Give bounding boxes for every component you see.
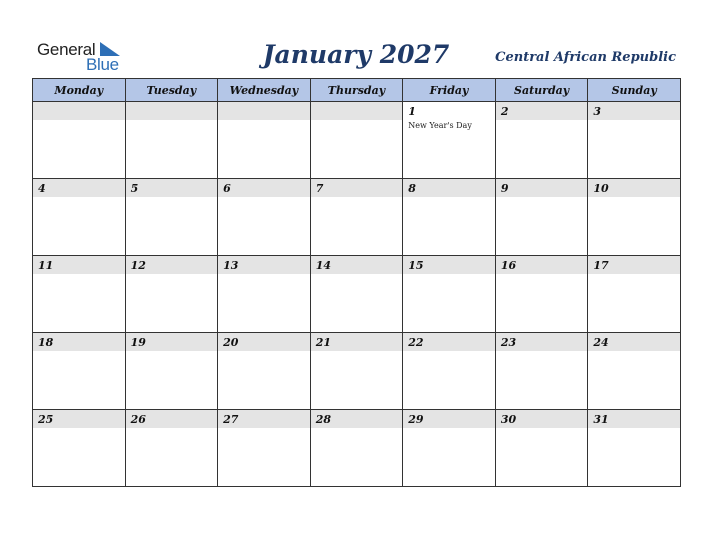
day-cell (403, 179, 496, 256)
week-row (33, 333, 681, 410)
day-number (126, 102, 218, 120)
day-cell (310, 102, 403, 179)
day-cell (218, 179, 311, 256)
day-cell (495, 333, 588, 410)
week-row (33, 102, 681, 179)
day-cell (33, 102, 126, 179)
day-number (33, 102, 125, 120)
weekday-header: Sunday (588, 79, 681, 102)
day-number: 14 (311, 256, 403, 274)
day-cell (403, 102, 496, 179)
day-number: 6 (218, 179, 310, 197)
logo-text-blue: Blue (86, 55, 119, 74)
day-number: 16 (496, 256, 588, 274)
day-cell (310, 410, 403, 487)
day-number: 3 (588, 102, 680, 120)
day-number: 21 (311, 333, 403, 351)
day-number: 25 (33, 410, 125, 428)
day-cell (218, 256, 311, 333)
day-number: 24 (588, 333, 680, 351)
day-number: 13 (218, 256, 310, 274)
logo-text-general: General (37, 40, 96, 59)
weekday-header: Thursday (310, 79, 403, 102)
day-cell (218, 102, 311, 179)
day-number: 18 (33, 333, 125, 351)
day-cell (218, 333, 311, 410)
day-cell (33, 179, 126, 256)
day-number: 1 (403, 102, 495, 120)
day-cell (495, 410, 588, 487)
day-number: 5 (126, 179, 218, 197)
day-cell (125, 333, 218, 410)
holiday-label: New Year's Day (408, 121, 472, 130)
weekday-header: Tuesday (125, 79, 218, 102)
day-number: 4 (33, 179, 125, 197)
weekday-header: Monday (33, 79, 126, 102)
day-number: 9 (496, 179, 588, 197)
day-cell (588, 256, 681, 333)
day-cell (403, 410, 496, 487)
day-number: 22 (403, 333, 495, 351)
day-cell (588, 410, 681, 487)
day-number: 27 (218, 410, 310, 428)
day-cell (403, 256, 496, 333)
day-cell (125, 102, 218, 179)
day-number: 31 (588, 410, 680, 428)
day-cell (310, 179, 403, 256)
country-name: Central African Republic (495, 50, 676, 65)
day-number (218, 102, 310, 120)
day-number: 11 (33, 256, 125, 274)
generalblue-logo (37, 40, 127, 74)
day-cell (588, 102, 681, 179)
weekday-header: Friday (403, 79, 496, 102)
day-number: 7 (311, 179, 403, 197)
day-number: 30 (496, 410, 588, 428)
week-row (33, 410, 681, 487)
day-cell (495, 256, 588, 333)
day-number: 12 (126, 256, 218, 274)
day-cell (33, 333, 126, 410)
day-number: 26 (126, 410, 218, 428)
day-cell (125, 410, 218, 487)
weekday-header: Saturday (495, 79, 588, 102)
day-number (311, 102, 403, 120)
day-number: 23 (496, 333, 588, 351)
day-number: 2 (496, 102, 588, 120)
week-row (33, 256, 681, 333)
day-cell (33, 256, 126, 333)
day-cell (218, 410, 311, 487)
weekday-header-row (33, 79, 681, 102)
day-cell (588, 179, 681, 256)
day-cell (495, 102, 588, 179)
day-cell (33, 410, 126, 487)
day-number: 20 (218, 333, 310, 351)
calendar-grid (32, 78, 681, 487)
calendar-title: January 2027 (262, 40, 450, 69)
day-number: 19 (126, 333, 218, 351)
day-cell (403, 333, 496, 410)
weekday-header: Wednesday (218, 79, 311, 102)
day-cell (495, 179, 588, 256)
day-number: 28 (311, 410, 403, 428)
day-number: 29 (403, 410, 495, 428)
day-number: 17 (588, 256, 680, 274)
day-cell (588, 333, 681, 410)
day-number: 10 (588, 179, 680, 197)
day-number: 15 (403, 256, 495, 274)
day-cell (310, 256, 403, 333)
day-cell (125, 179, 218, 256)
logo-triangle-icon (100, 42, 120, 56)
day-cell (125, 256, 218, 333)
day-number: 8 (403, 179, 495, 197)
day-cell (310, 333, 403, 410)
week-row (33, 179, 681, 256)
